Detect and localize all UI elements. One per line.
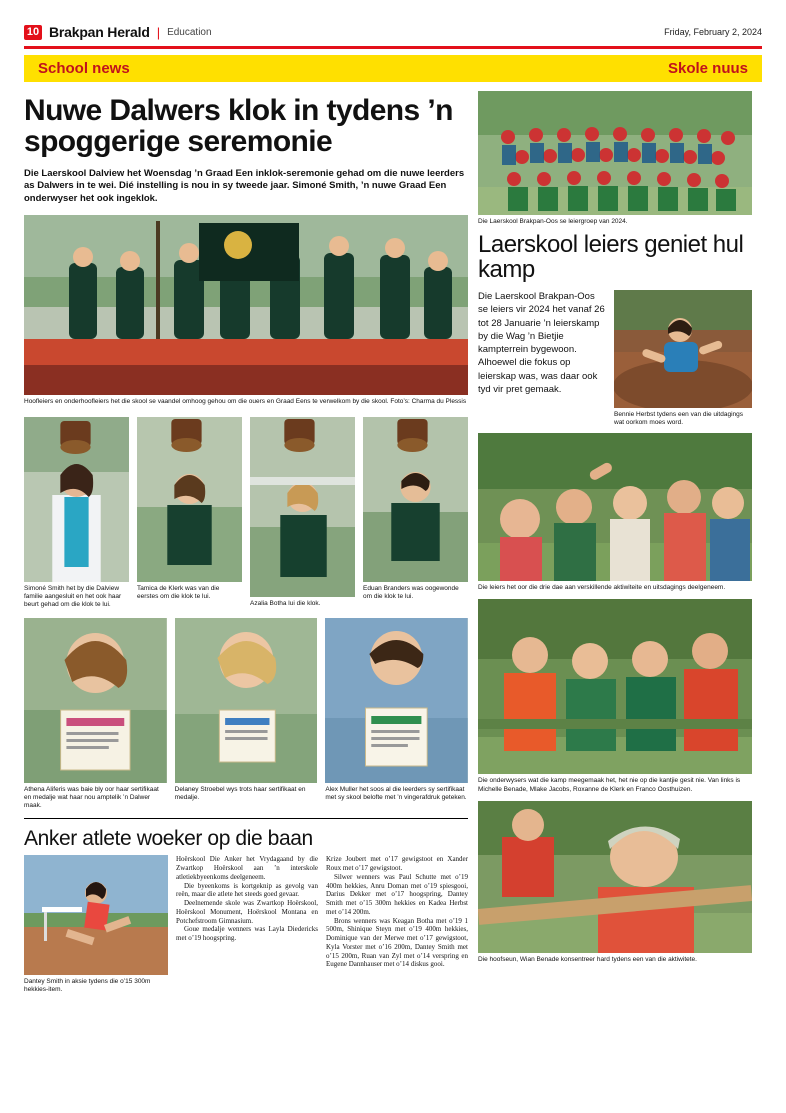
camp-activities-caption: Die leiers het oor die drie dae aan verskillende aktiwiteite en uitsdagings deelgeneem. [478,584,726,592]
photo-wian-benade [478,801,752,953]
bottom-para-7: Brons wenners was Keagan Botha met o’19 1 500m, Shinique Steyn met o’19 400m hekkies, Dominique van der Merwe met o’17 gewigstoot, Kyla Vorster met o’16 200m, Dantey Smith met o’15 200m, Ruan van Zyl met o’14 verspring en Eugene Dannhauser met o’14 diskus gooi. [326,916,468,969]
bottom-para-6: Silwer wenners was Paul Schutte met o’19 400m hekkies, Anru Doman met o’19 spiesgooi, Darius Dekker met o’17 hoogspring, Dantey Smith met o’15 300m hekkies en Kadea Herbst met o’14 200m. [326,872,468,916]
section-bar-right-label: Skole nuus [667,59,748,77]
photo-caption-4: Eduan Branders was oogewonde om die klok te lui. [363,584,459,600]
bennie-caption: Bennie Herbst tydens een van die uitdagings wat oorkom moes word. [614,411,744,427]
photo-leiergroep-2024 [478,91,752,215]
photo-caption-5: Athena Aliferis was baie bly oor haar sertifikaat en medalje wat haar nou amptelik ’n Dalwer maak. [24,785,159,810]
lead-headline: Nuwe Dalwers klok in tydens ’n spoggerige seremonie [24,93,453,158]
masthead-rule [24,46,762,49]
photo-cell-3 [250,417,355,609]
bottom-para-2: Die byeenkoms is kortgeknip as gevolg van reën, maar die atlete het steeds goed gevaar. [176,881,318,899]
bottom-story-headline: Anker atlete woeker op die baan [24,827,313,851]
photo-cell-7 [325,618,468,810]
photo-delaney-stroebel [175,618,318,783]
photo-tamica-de-klerk [137,417,242,582]
photo-row-bell-ringers [24,417,468,609]
bottom-story-column-2 [326,855,468,994]
section-bar-left-label: School news [38,59,130,77]
photo-camp-teachers [478,599,752,774]
bottom-para-5: Krize Joubert met o’17 gewigstoot en Xander Roux met o’17 gewigstoot. [326,855,468,873]
bottom-para-1: Hoërskool Die Anker het Vrydagaand by die Zwartkop Hoërskool aan ’n interskole atletiekbyeenkoms deelgeneem. [176,855,318,881]
lead-lede: Die Laerskool Dalview het Woensdag ’n Graad Een inklok-seremonie gehad om die nuwe leerders as Dalwers in te wei. Dié instelling is nou in sy tweede jaar. Simoné Smith, ’n nuwe Graad Een onderwyser het ook ingeklok. [24,167,465,205]
right-story-text: Die Laerskool Brakpan-Oos se leiers vir 2024 het vanaf 26 tot 28 Januarie ’n leierskamp by die Wag ’n Bietjie kampterrein bygewoon. Alhoewel die fokus op leierskap was, was daar ook tyd vir pret gemaak. [478,291,605,396]
photo-camp-activities [478,433,752,581]
bottom-story-photo-col [24,855,168,994]
divider-bottom-story [24,818,468,819]
masthead [24,24,762,44]
wian-caption: Die hoofseun, Wian Benade konsentreer hard tydens een van die aktiwitete. [478,955,697,963]
lead-photo-caption: Hoofleiers en onderhoofleiers het die skool se vaandel omhoog gehou om die ouers en Graad Eens te verwelkom by die skool. Foto’s: Charma du Plessis [24,398,467,406]
bennie-block [614,290,752,427]
bottom-story-photo-caption: Dantey Smith in aksie tydens die o’15 300m hekkies-item. [24,978,151,994]
right-column [478,91,752,995]
left-column [24,91,468,995]
masthead-date: Friday, February 2, 2024 [664,27,762,37]
photo-athena-aliferis [24,618,167,783]
leiergroep-caption: Die Laerskool Brakpan-Oos se leiergroep van 2024. [478,217,628,225]
photo-azalia-botha [250,417,355,597]
masthead-section: Education [167,26,212,38]
photo-cell-1 [24,417,129,609]
photo-flag-bearers [24,215,468,395]
photo-simone-smith [24,417,129,582]
photo-alex-muller [325,618,468,783]
bottom-para-3: Deelnemende skole was Zwartkop Hoërskool, Hoërskool Monument, Hoërskool Montana en Potchefstroom Gimnasium. [176,899,318,925]
photo-caption-1: Simoné Smith het by die Dalview familie aangesluit en het ook haar beurt gehad om die klok te lui. [24,584,122,608]
photo-caption-2: Tamica de Klerk was van die eerstes om die klok te lui. [137,584,220,600]
section-bar [24,55,762,82]
masthead-separator: | [156,24,161,40]
bottom-story-body [24,855,468,994]
photo-cell-5 [24,618,167,810]
photo-caption-6: Delaney Stroebel wys trots haar sertifikaat en medalje. [174,785,306,802]
page-number: 10 [24,25,42,40]
photo-cell-2 [137,417,242,609]
photo-caption-3: Azalia Botha lui die klok. [250,599,321,607]
camp-teachers-caption: Die onderwysers wat die kamp meegemaak het, het nie op die kantjie gesit nie. Van links is Michelle Benade, Mlake Jacobs, Roxanne de Klerk en Franco Oosthuizen. [478,777,741,793]
photo-bennie-herbst [614,290,752,408]
right-story-body [478,290,752,427]
photo-cell-6 [175,618,318,810]
right-story-headline: Laerskool leiers geniet hul kamp [478,230,744,283]
content-columns [24,91,762,995]
bottom-para-4: Goue medalje wenners was Layla Diedericks met o’19 hoogspring. [176,925,318,943]
bottom-story-column-1 [176,855,318,994]
photo-caption-7: Alex Muller het soos al die leerders sy sertifikaat met sy skool belofte met ’n vingerafdruk geteken. [325,785,467,802]
photo-dantey-smith-hurdles [24,855,168,975]
photo-eduan-branders [363,417,468,582]
paper-name: Brakpan Herald [49,24,150,40]
photo-cell-4 [363,417,468,609]
photo-row-certificates [24,618,468,810]
